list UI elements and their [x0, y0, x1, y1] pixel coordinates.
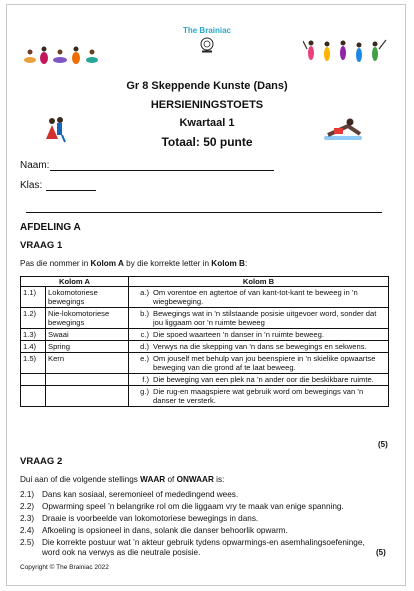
- question-1-instruction: Pas die nommer in Kolom A by die korrekte letter in Kolom B:: [20, 259, 248, 268]
- column-a-item: [46, 374, 129, 386]
- column-b-item: Om vorentoe en agtertoe of van kant-tot-kant te beweeg in ’n wiegbeweging.: [151, 287, 389, 308]
- column-b-item: Om jouself met behulp van jou beenspiere in ’n skielike opwaartse beweging van die grond af te laat beweeg.: [151, 353, 389, 374]
- copyright-notice: Copyright © The Brainiac 2022: [20, 564, 109, 571]
- row-number: [21, 386, 46, 407]
- name-label: Naam:: [20, 160, 50, 171]
- brainiac-logo: [198, 36, 216, 54]
- column-a-item: Spring: [46, 341, 129, 353]
- row-number: 1.2): [21, 308, 46, 329]
- row-letter: b.): [129, 308, 152, 329]
- statement-item: 2.2) Opwarming speel ’n belangrike rol om die liggaam vry te maak van enige spanning.: [20, 502, 344, 511]
- row-number: 1.1): [21, 287, 46, 308]
- row-letter: g.): [129, 386, 152, 407]
- row-letter: c.): [129, 329, 152, 341]
- statement-item: 2.3) Draaie is voorbeelde van lokomotoriese bewegings in dans.: [20, 514, 259, 523]
- dancers-banner-right-illustration: [303, 37, 387, 67]
- column-a-item: [46, 386, 129, 407]
- column-b-item: Die rug-en maagspiere wat gebruik word om bewegings van ’n danser te versterk.: [151, 386, 389, 407]
- section-a-title: AFDELING A: [20, 222, 81, 233]
- table-row: [21, 329, 389, 341]
- column-a-header: Kolom A: [21, 277, 129, 287]
- row-number: 1.4): [21, 341, 46, 353]
- column-a-item: Swaai: [46, 329, 129, 341]
- statement-item: 2.5) Die korrekte postuur wat ’n akteur gebruik tydens opwarmings-en asemhalingsoefeninge, word ook na verwys as die neutrale posisie.: [20, 538, 365, 557]
- statement-item: 2.1) Dans kan sosiaal, seremonieel of mededingend wees.: [20, 490, 239, 499]
- question-2-marks: (5): [376, 548, 386, 557]
- table-row: [21, 353, 389, 374]
- divider-line: [26, 212, 382, 213]
- row-letter: e.): [129, 353, 152, 374]
- column-b-item: Bewegings wat in ’n stilstaande posisie uitgevoer word, sonder dat jou liggaam oor ’n ruimte beweeg: [151, 308, 389, 329]
- column-b-item: Verwys na die skepping van ’n dans se bewegings en sekwens.: [151, 341, 389, 353]
- column-b-item: Die spoed waarteen ’n danser in ’n ruimte beweeg.: [151, 329, 389, 341]
- test-title: HERSIENINGSTOETS: [150, 99, 264, 111]
- brand-title: The Brainiac: [182, 26, 231, 35]
- question-1-marks: (5): [378, 440, 388, 449]
- total-marks: Totaal: 50 punte: [161, 135, 253, 149]
- statement-item: 2.4) Afkoeling is opsioneel in dans, solank die danser behoorlik opwarm.: [20, 526, 288, 535]
- table-row: [21, 374, 389, 386]
- dancers-banner-left-illustration: [22, 40, 100, 68]
- table-row: [21, 341, 389, 353]
- term-label: Kwartaal 1: [179, 117, 235, 129]
- table-header-row: [21, 277, 389, 287]
- subject-title: Gr 8 Skeppende Kunste (Dans): [126, 80, 288, 92]
- row-letter: a.): [129, 287, 152, 308]
- column-a-item: Kern: [46, 353, 129, 374]
- name-field-line[interactable]: [50, 170, 274, 171]
- row-letter: d.): [129, 341, 152, 353]
- table-row: [21, 287, 389, 308]
- column-a-item: Lokomotoriese bewegings: [46, 287, 129, 308]
- question-1-title: VRAAG 1: [20, 240, 63, 251]
- table-row: [21, 386, 389, 407]
- row-letter: f.): [129, 374, 152, 386]
- question-2-title: VRAAG 2: [20, 456, 63, 467]
- question-2-instruction: Dui aan of die volgende stellings WAAR of ONWAAR is:: [20, 475, 225, 484]
- row-number: 1.3): [21, 329, 46, 341]
- class-label: Klas:: [20, 180, 43, 191]
- row-number: [21, 374, 46, 386]
- table-row: [21, 308, 389, 329]
- class-field-line[interactable]: [46, 190, 96, 191]
- matching-table: [20, 276, 389, 407]
- column-b-header: Kolom B: [129, 277, 389, 287]
- column-a-item: Nie-lokomotoriese bewegings: [46, 308, 129, 329]
- column-b-item: Die beweging van een plek na ’n ander oor die beskikbare ruimte.: [151, 374, 389, 386]
- row-number: 1.5): [21, 353, 46, 374]
